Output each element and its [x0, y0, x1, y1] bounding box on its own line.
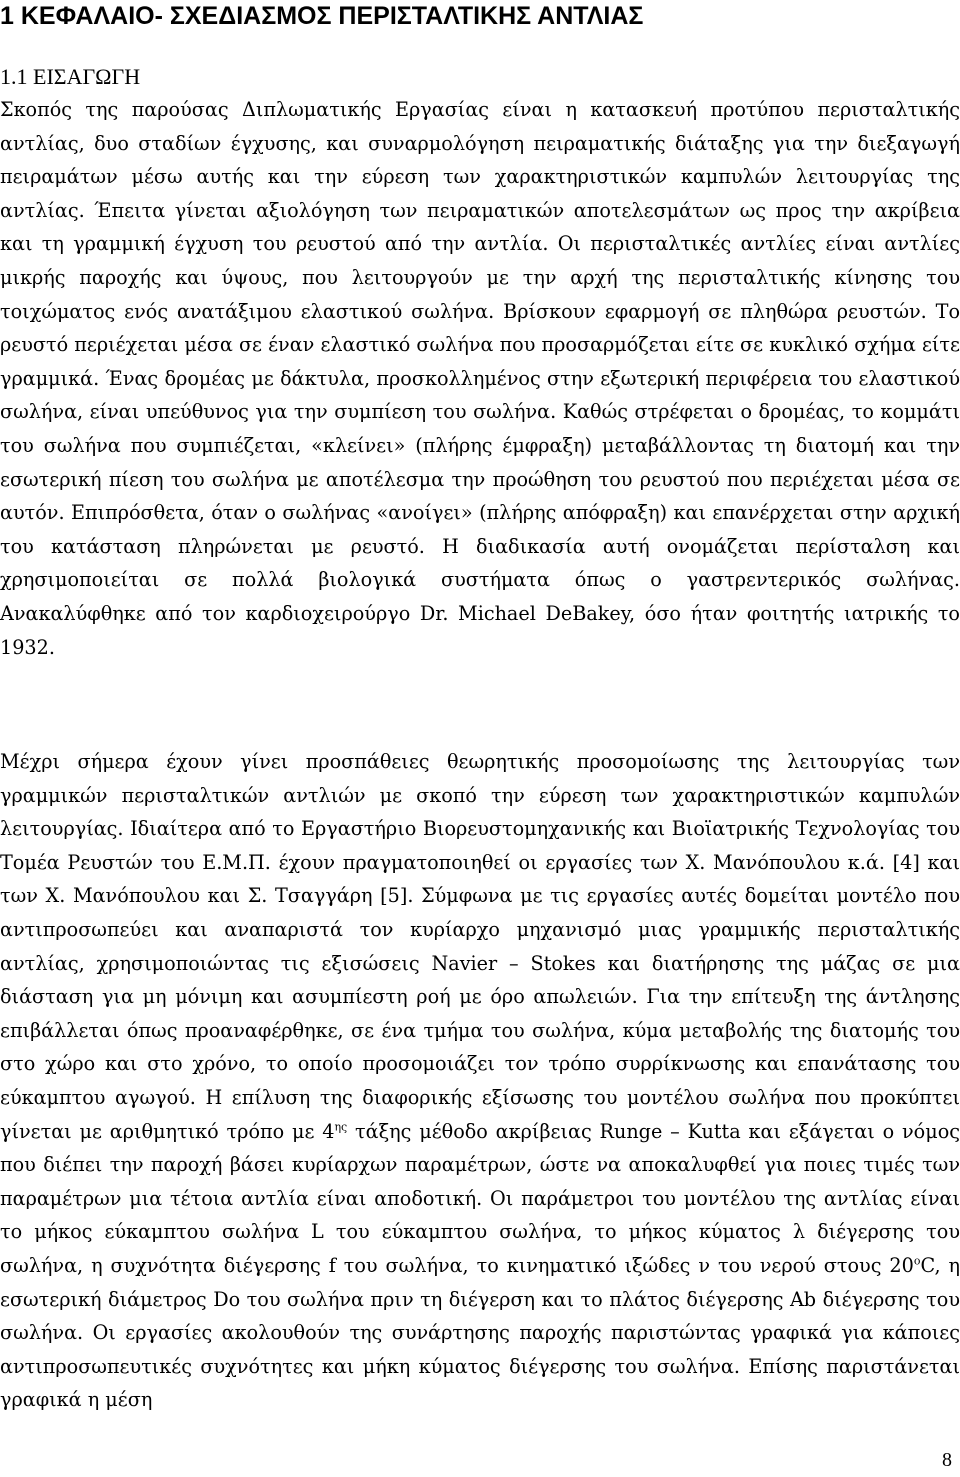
ordinal-superscript: ης [334, 1120, 348, 1134]
paragraph-prior-work [0, 745, 960, 1417]
paragraph-text-part-2: τάξης μέθοδο ακρίβειας Runge – Kutta και εξάγεται ο νόμος που διέπει την παροχή βάσει κυρίαρχων παραμέτρων, ώστε να αποκαλυφθεί για ποιες τιμές των παραμέτρων μια τέτοια αντλία είναι αποδοτική. Οι παράμετροι του μοντέλου της αντλίας είναι το μήκος εύκαμπτου σωλήνα L του εύκαμπτου σωλήνα, το μήκος κύματος λ διέγερσης του σωλήνα, η συχνότητα διέγερσης f του σωλήνα, το κινηματικό ιξώδες ν του νερού στους 20 [0, 1119, 960, 1277]
paragraph-text-part-1: Μέχρι σήμερα έχουν γίνει προσπάθειες θεωρητικής προσομοίωσης της λειτουργίας των γραμμικών περισταλτικών αντλιών με σκοπό την εύρεση των χαρακτηριστικών καμπυλών λειτουργίας. Ιδιαίτερα από το Εργαστήριο Βιορευστομηχανικής και Βιοϊατρικής Τεχνολογίας του Τομέα Ρευστών του Ε.Μ.Π. έχουν πραγματοποιηθεί οι εργασίες των Χ. Μανόπουλου κ.ά. [4] και των Χ. Μανόπουλου και Σ. Τσαγγάρη [5]. Σύμφωνα με τις εργασίες αυτές δομείται μοντέλο που αντιπροσωπεύει και αναπαριστά τον κυρίαρχο μηχανισμό μιας γραμμικής περισταλτικής αντλίας, χρησιμοποιώντας τις εξισώσεις Navier – Stokes και διατήρησης της μάζας σε μια διάσταση για μη μόνιμη και ασυμπίεστη ροή με όρο απωλειών. Για την επίτευξη της άντλησης επιβάλλεται όπως προαναφέρθηκε, σε ένα τμήμα του σωλήνα, κύμα μεταβολής της διατομής του στο χώρο και στο χρόνο, το οποίο προσομοιάζει τον τρόπο συρρίκνωσης και επανάτασης του εύκαμπτου αγωγού. Η επίλυση της διαφορικής εξίσωσης του μοντέλου σωλήνα που προκύπτει γίνεται με αριθμητικό τρόπο με 4 [0, 750, 960, 1143]
paragraph-introduction: Σκοπός της παρούσας Διπλωματικής Εργασίας είναι η κατασκευή προτύπου περισταλτικής αντλίας, δυο σταδίων έγχυσης, και συναρμολόγηση πειραματικής διάταξης για την διεξαγωγή πειραμάτων μέσω αυτής και την εύρεση των χαρακτηριστικών καμπυλών λειτουργίας της αντλίας. Έπειτα γίνεται αξιολόγηση των πειραματικών αποτελεσμάτων ως προς την ακρίβεια και τη γραμμική έγχυση του ρευστού από την αντλία. Οι περισταλτικές αντλίες είναι αντλίες μικρής παροχής και ύψους, που λειτουργούν με την αρχή της περισταλτικής κίνησης του τοιχώματος ενός ανατάξιμου ελαστικού σωλήνα. Βρίσκουν εφαρμογή σε πληθώρα ρευστών. Το ρευστό περιέχεται μέσα σε έναν ελαστικό σωλήνα που προσαρμόζεται είτε σε κυκλικό σχήμα είτε γραμμικά. Ένας δρομέας με δάκτυλα, προσκολλημένος στην εξωτερική περιφέρεια του ελαστικού σωλήνα, είναι υπεύθυνος για την συμπίεση του σωλήνα. Καθώς στρέφεται ο δρομέας, το κομμάτι του σωλήνα που συμπιέζεται, «κλείνει» (πλήρης έμφραξη) μεταβάλλοντας τη διατομή και την εσωτερική πίεση του σωλήνα με αποτέλεσμα την προώθηση του ρευστού που περιέχεται μέσα σε αυτόν. Επιπρόσθετα, όταν ο σωλήνας «ανοίγει» (πλήρης απόφραξη) και επανέρχεται στην αρχική του κατάσταση πληρώνεται με ρευστό. Η διαδικασία αυτή ονομάζεται περίσταλση και χρησιμοποιείται σε πολλά βιολογικά συστήματα όπως ο γαστρεντερικός σωλήνας. Ανακαλύφθηκε από τον καρδιοχειρούργο Dr. Michael DeBakey, όσο ήταν φοιτητής ιατρικής το 1932. [0, 98, 960, 659]
paragraph-text-part-3: C, η εσωτερική διάμετρος Do του σωλήνα πριν τη διέγερση και το πλάτος διέγερσης Ab διέγερσης του σωλήνα. Οι εργασίες ακολουθούν της συνάρτησης παροχής παριστώντας γραφικά για κάποιες αντιπροσωπευτικές συχνότητες και μήκη κύματος διέγερσης του σωλήνα. Επίσης παριστάνεται γραφικά η μέση [0, 1253, 960, 1412]
degree-superscript: o [913, 1254, 921, 1268]
chapter-title: 1 ΚΕΦΑΛΑΙΟ- ΣΧΕΔΙΑΣΜΟΣ ΠΕΡΙΣΤΑΛΤΙΚΗΣ ΑΝΤΛΙΑΣ [0, 2, 644, 30]
page-number: 8 [942, 1449, 952, 1471]
section-title: 1.1 ΕΙΣΑΓΩΓΗ [0, 64, 141, 89]
